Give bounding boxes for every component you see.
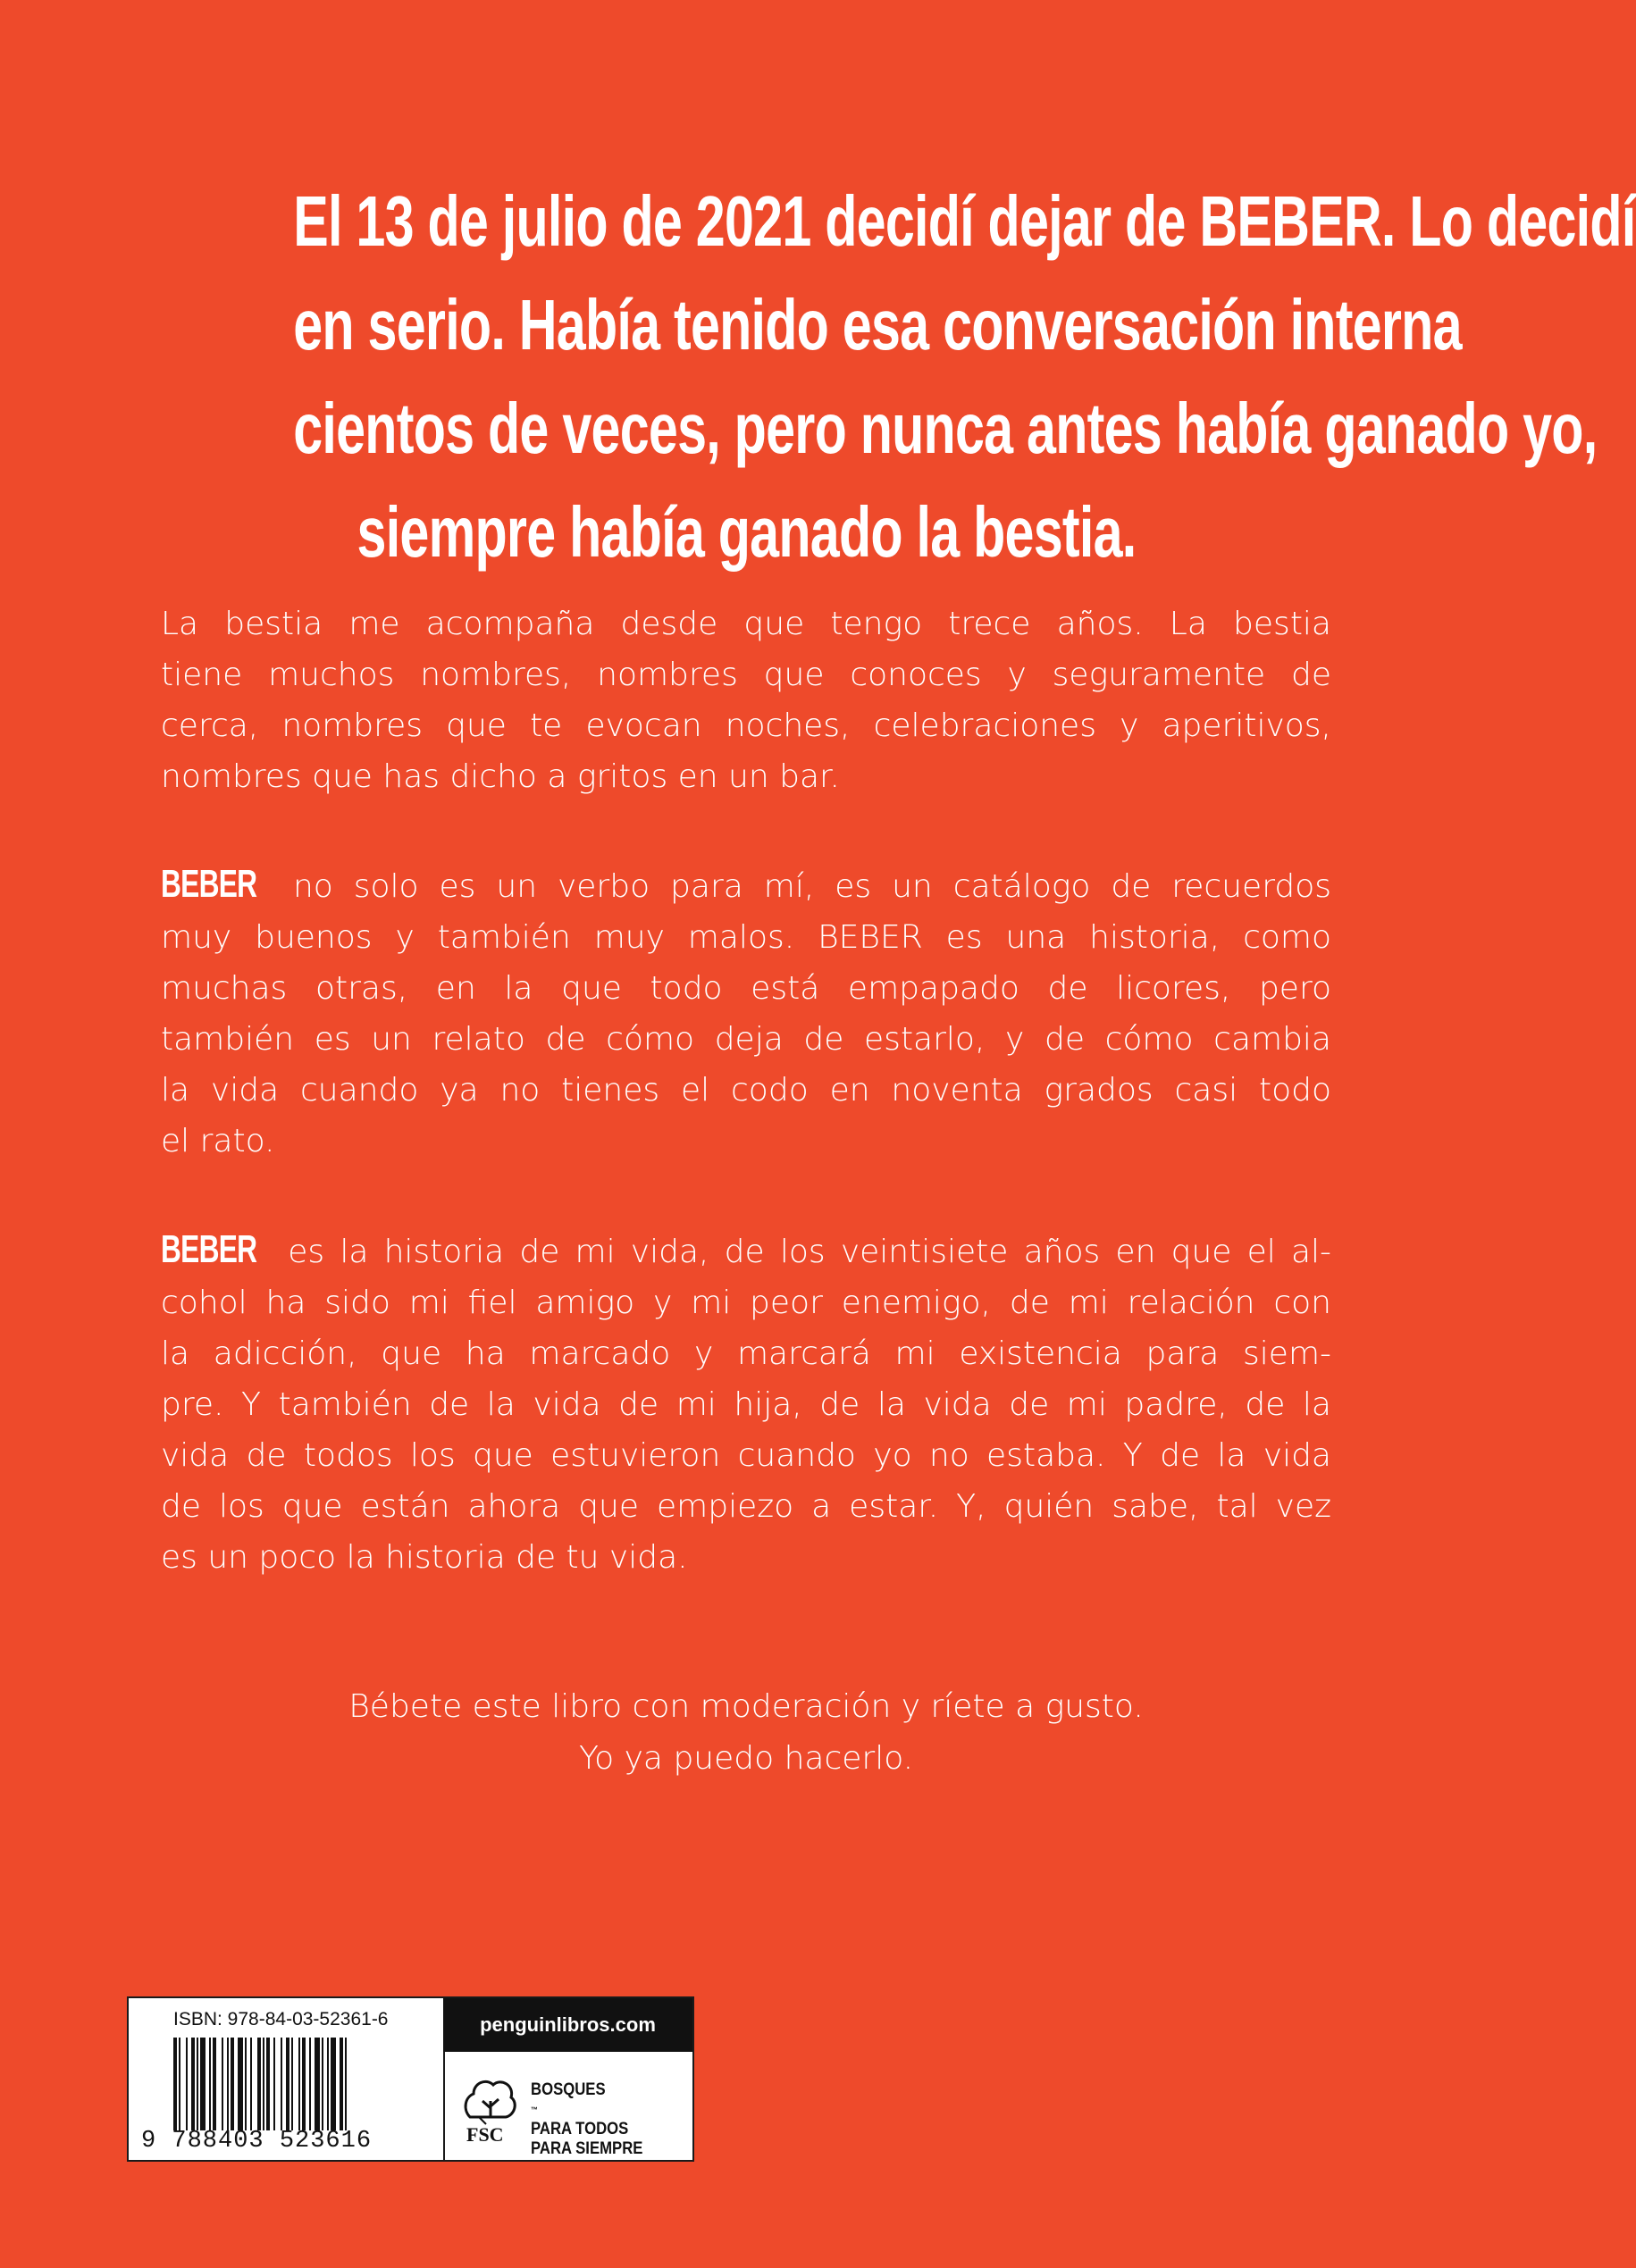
barcode-bar (197, 2038, 198, 2130)
fsc-label: FSC (466, 2123, 504, 2146)
barcode-bar (191, 2038, 195, 2130)
barcode-panel (127, 1996, 694, 2162)
fsc-slogan-line: BOSQUES ™ (531, 2080, 642, 2120)
paragraph-line: cohol ha sido mi fiel amigo y mi peor enemigo, de mi relación con (161, 1285, 1331, 1321)
paragraph-line: pre. Y también de la vida de mi hija, de la vida de mi padre, de la (161, 1386, 1331, 1423)
paragraph-beber-history (161, 1224, 1331, 1583)
barcode-bar (291, 2038, 293, 2130)
barcode-bar (273, 2038, 275, 2130)
barcode-bar (309, 2038, 311, 2130)
paragraph-line: La bestia me acompaña desde que tengo trece años. La bestia (161, 606, 1331, 642)
paragraph-line: de los que están ahora que empiezo a estar. Y, quién sabe, tal vez (161, 1488, 1331, 1525)
barcode-section (129, 1998, 445, 2160)
paragraph-line: muchas otras, en la que todo está empapado de licores, pero (161, 970, 1331, 1007)
paragraph-line: es un poco la historia de tu vida. (161, 1539, 688, 1576)
barcode-bar (213, 2038, 216, 2130)
barcode-bar (173, 2038, 177, 2130)
barcode-bar (331, 2038, 336, 2130)
barcode-bar (257, 2038, 261, 2130)
barcode-bar (238, 2038, 243, 2130)
paragraph-line: muy buenos y también muy malos. BEBER es una historia, como (161, 919, 1331, 956)
beber-lead: BEBER (161, 862, 257, 906)
headline-line: cientos de veces, pero nunca antes había ganado yo, (293, 389, 1598, 468)
beber-lead: BEBER (161, 1227, 257, 1271)
headline-line: siempre había ganado la bestia. (357, 492, 1137, 572)
barcode-bar (263, 2038, 264, 2130)
paragraph-line: la vida cuando ya no tienes el codo en noventa grados casi todo (161, 1072, 1331, 1109)
barcode-bar (315, 2038, 320, 2130)
paragraph-line: la adicción, que ha marcado y marcará mi existencia para siem- (161, 1335, 1331, 1372)
barcode-bar (245, 2038, 247, 2130)
barcode-bar (286, 2038, 289, 2130)
fsc-slogan-word: BOSQUES (531, 2080, 606, 2099)
fsc-slogan-line: PARA SIEMPRE (531, 2139, 643, 2158)
paragraph-line: vida de todos los que estuvieron cuando yo no estaba. Y de la vida (161, 1437, 1331, 1474)
headline (293, 170, 1636, 584)
paragraph-intro (161, 598, 1331, 802)
publisher-site: penguinlibros.com (443, 1998, 692, 2052)
barcode-bar (250, 2038, 252, 2130)
paragraph-line: cerca, nombres que te evocan noches, celebraciones y aperitivos, (161, 707, 1331, 744)
paragraph-line: nombres que has dicho a gritos en un bar. (161, 758, 840, 795)
closing-line: Yo ya puedo hacerlo. (578, 1740, 914, 1777)
paragraph-line: el rato. (161, 1123, 275, 1159)
barcode-bar (209, 2038, 211, 2130)
barcode-bar (340, 2038, 343, 2130)
paragraph-line (161, 1224, 1331, 1277)
barcode-bar (231, 2038, 234, 2130)
closing-note (161, 1681, 1331, 1785)
isbn-label: ISBN: 978-84-03-52361-6 (173, 2009, 389, 2029)
barcode-bar (179, 2038, 180, 2130)
fsc-slogan (531, 2080, 642, 2159)
barcode-bar (200, 2038, 206, 2130)
barcode-bar (266, 2038, 270, 2130)
paragraph-line (161, 858, 1331, 912)
barcode-bar (222, 2038, 223, 2130)
barcode-bar (327, 2038, 329, 2130)
closing-line: Bébete este libro con moderación y ríete a gusto. (348, 1688, 1144, 1725)
barcode-bar (322, 2038, 323, 2130)
barcode-bar (302, 2038, 306, 2130)
barcode-bar (298, 2038, 300, 2130)
barcode-icon (173, 2038, 397, 2130)
paragraph-line: también es un relato de cómo deja de estarlo, y de cómo cambia (161, 1021, 1331, 1058)
paragraph-beber-verb (161, 858, 1331, 1167)
headline-line: en serio. Había tenido esa conversación interna (293, 285, 1462, 364)
barcode-bar (186, 2038, 188, 2130)
barcode-digits: 9 788403 523616 (141, 2128, 373, 2155)
headline-line: El 13 de julio de 2021 decidí dejar de BEBER. Lo decidí (293, 181, 1636, 261)
paragraph-line-text: es la historia de mi vida, de los veintisiete años en que el al- (288, 1234, 1331, 1270)
barcode-bar (227, 2038, 229, 2130)
barcode-bar (345, 2038, 347, 2130)
barcode-bar (281, 2038, 282, 2130)
publisher-section (443, 1998, 692, 2160)
paragraph-line: tiene muchos nombres, nombres que conoces y seguramente de (161, 657, 1331, 693)
fsc-slogan-line: PARA TODOS (531, 2120, 629, 2138)
paragraph-line-text: no solo es un verbo para mí, es un catálogo de recuerdos (292, 868, 1331, 905)
